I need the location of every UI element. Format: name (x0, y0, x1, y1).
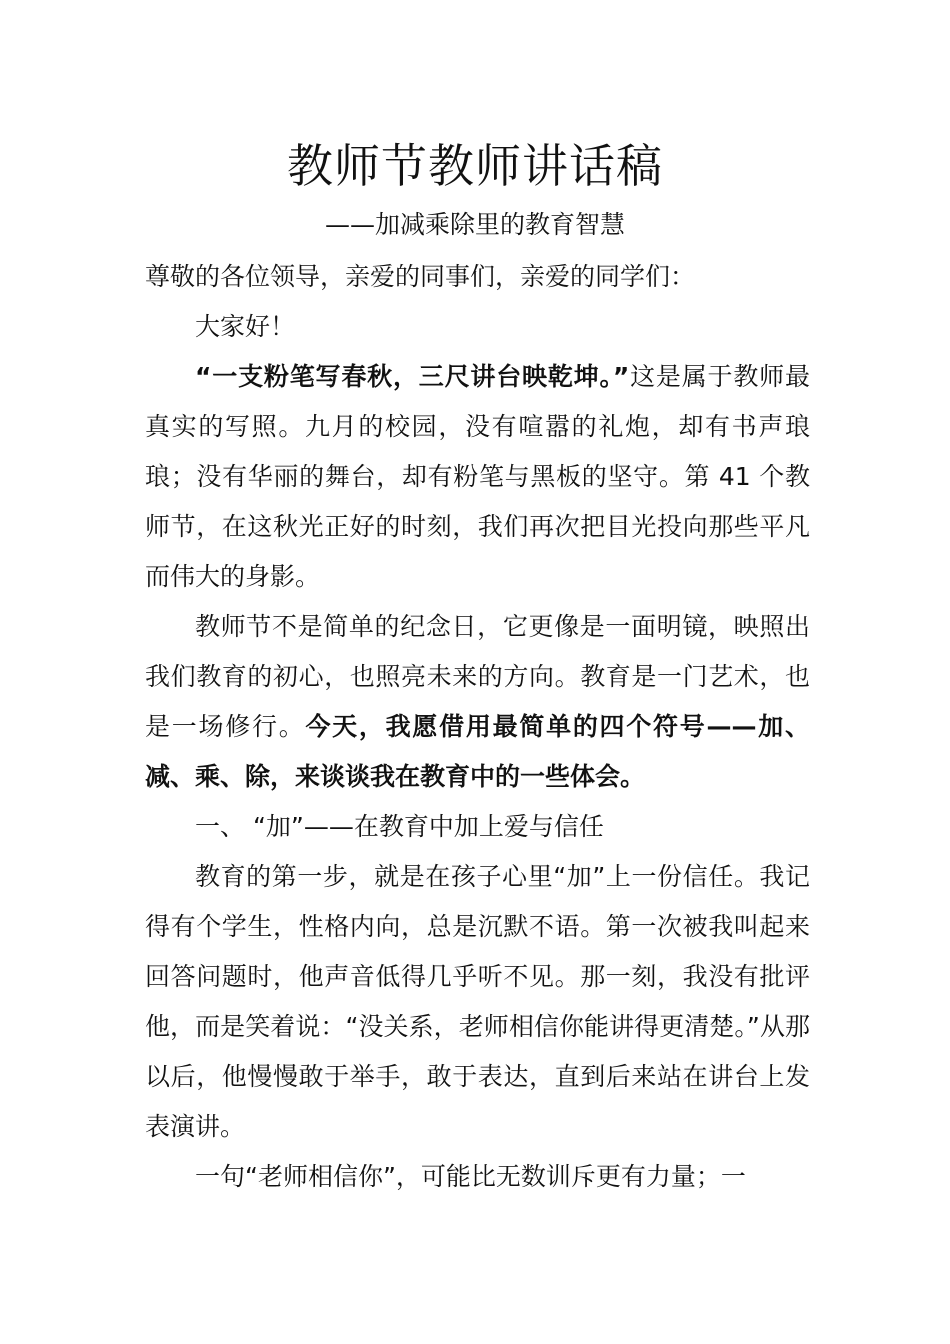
paragraph-2 (145, 602, 810, 802)
greeting: 大家好！ (195, 312, 296, 341)
paragraph-4: 一句“老师相信你”，可能比无数训斥更有力量；一 (195, 1162, 746, 1191)
paragraph-2-text: 教师节不是简单的纪念日，它更像是一面明镜，映照出我们教育的初心，也照亮未来的方向。教育是一门艺术，也是一场修行。 (145, 612, 810, 741)
salutation: 尊敬的各位领导，亲爱的同事们，亲爱的同学们： (145, 262, 696, 291)
paragraph-2-emphasis: 今天，我愿借用最简单的四个符号——加、减、乘、除，来谈谈我在教育中的一些体会。 (145, 712, 810, 791)
paragraph-1-text: 这是属于教师最真实的写照。九月的校园，没有喧嚣的礼炮，却有书声琅琅；没有华丽的舞台，却有粉笔与黑板的坚守。第 41 个教师节，在这秋光正好的时刻，我们再次把目光投向那些平凡而伟大的身影。 (145, 362, 810, 591)
paragraph-1 (145, 352, 810, 602)
document-body (145, 252, 810, 1202)
paragraph-1-quote: “一支粉笔写春秋，三尺讲台映乾坤。” (195, 362, 630, 391)
document-title: 教师节教师讲话稿 (287, 139, 663, 193)
document-subtitle: ——加减乘除里的教育智慧 (324, 210, 625, 239)
paragraph-3: 教育的第一步，就是在孩子心里“加”上一份信任。我记得有个学生，性格内向，总是沉默不语。第一次被我叫起来回答问题时，他声音低得几乎听不见。那一刻，我没有批评他，而是笑着说：“没关系，老师相信你能讲得更清楚。”从那以后，他慢慢敢于举手，敢于表达，直到后来站在讲台上发表演讲。 (145, 862, 810, 1141)
section-heading-add: 一、 “加”——在教育中加上爱与信任 (195, 812, 604, 841)
